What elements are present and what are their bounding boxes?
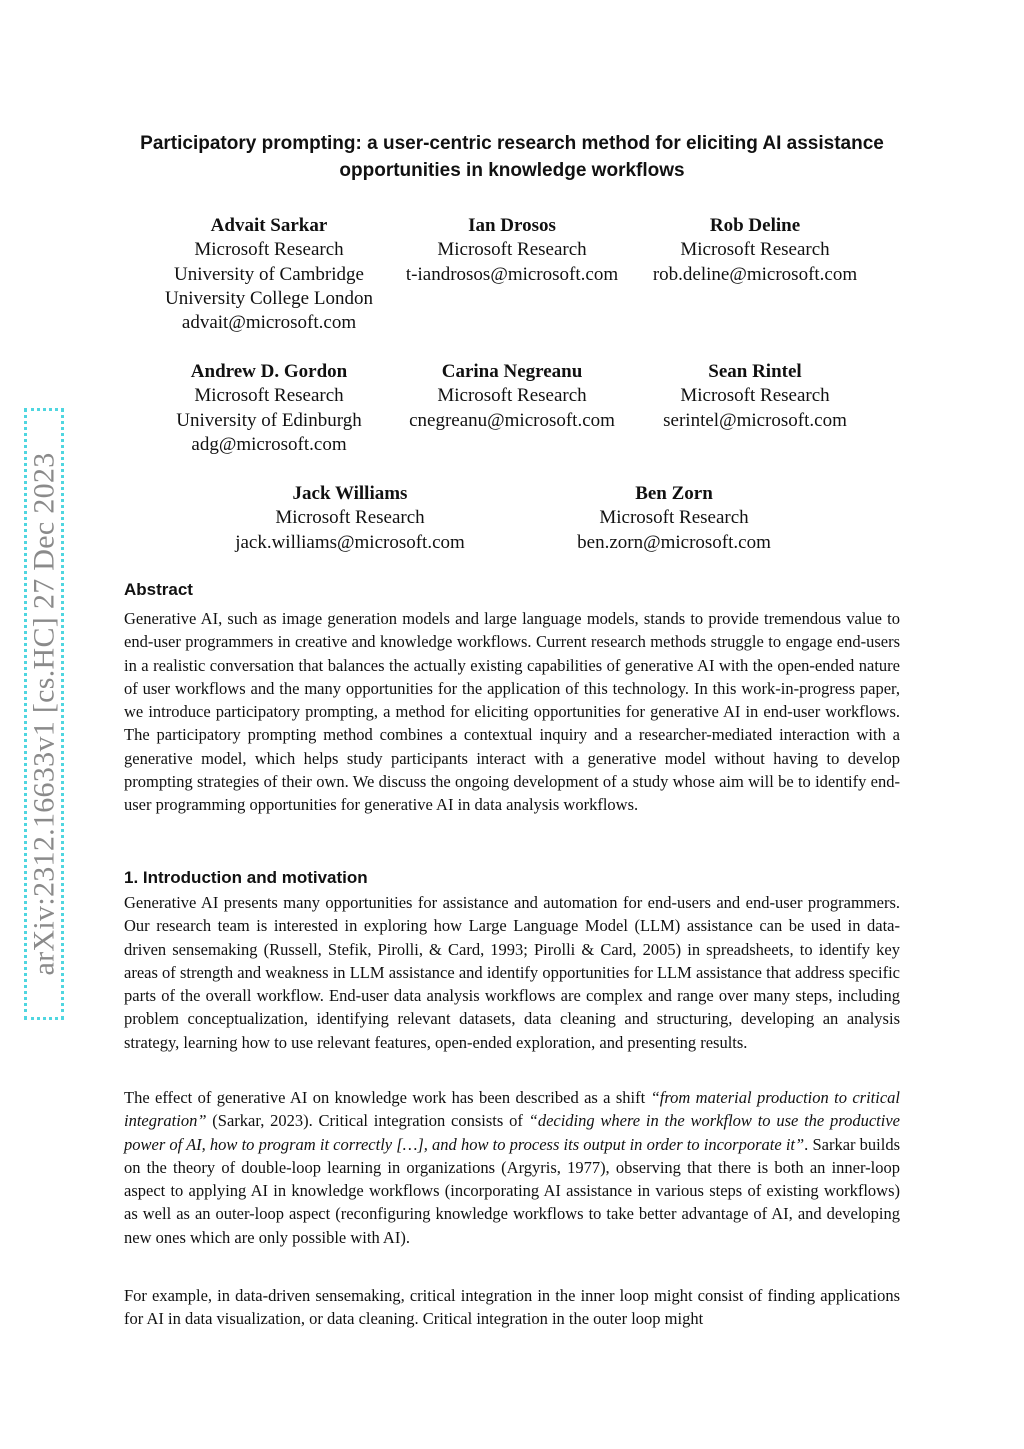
- author-affiliation: Microsoft Research: [194, 385, 344, 407]
- intro-heading: 1. Introduction and motivation: [124, 868, 368, 887]
- author-affiliation: Microsoft Research: [275, 507, 425, 529]
- author-block: [653, 214, 857, 287]
- author-block: [165, 214, 373, 335]
- author-email: ben.zorn@microsoft.com: [577, 531, 771, 553]
- abstract-heading: Abstract: [124, 580, 193, 599]
- author-block: [235, 482, 465, 555]
- author-block: [663, 360, 847, 433]
- author-affiliation: University of Edinburgh: [176, 409, 362, 431]
- author-affiliation: University College London: [165, 287, 373, 309]
- author-affiliation: Microsoft Research: [680, 385, 830, 407]
- intro-p2-quote: “deciding where in the workflow to use the productive power of AI, how to program it correctly […], and how to process its output in order to incorporate it”: [124, 1111, 900, 1154]
- arxiv-identifier-text: arXiv:2312.16633v1 [cs.HC] 27 Dec 2023: [27, 452, 61, 976]
- author-block: [406, 214, 618, 287]
- author-email: advait@microsoft.com: [181, 312, 357, 334]
- arxiv-identifier-stamp: [24, 408, 64, 1020]
- intro-paragraph-1: Generative AI presents many opportunities for assistance and automation for end-users and end-user programmers. Our research team is interested in exploring how Large Language Model (LLM) assistance can be used in data-driven sensemaking (Russell, Stefik, Pirolli, & Card, 1993; Pirolli & Card, 2005) in spreadsheets, to identify key areas of strength and weakness in LLM assistance and identify opportunities for LLM assistance that address specific parts of the overall workflow. End-user data analysis workflows are complex and range over many steps, including problem conceptualization, identifying relevant datasets, data cleaning and structuring, developing an analysis strategy, learning how to use relevant features, open-ended exploration, and presenting results.: [124, 893, 900, 1052]
- author-name: Jack Williams: [292, 483, 408, 504]
- author-name: Advait Sarkar: [210, 215, 328, 236]
- intro-p2-text: (Sarkar, 2023). Critical integration consists of: [206, 1111, 529, 1131]
- author-affiliation: Microsoft Research: [599, 507, 749, 529]
- paper-title: Participatory prompting: a user-centric research method for eliciting AI assistance opportunities in knowledge workflows: [140, 133, 884, 181]
- author-name: Sean Rintel: [708, 361, 802, 382]
- intro-p2-text: The effect of generative AI on knowledge work has been described as a shift: [124, 1088, 651, 1107]
- author-email: cnegreanu@microsoft.com: [409, 409, 615, 431]
- intro-paragraph-3: For example, in data-driven sensemaking, critical integration in the inner loop might consist of finding applications for AI in data visualization, or data cleaning. Critical integration in the outer loop might: [124, 1286, 900, 1329]
- author-email: jack.williams@microsoft.com: [235, 531, 465, 553]
- author-affiliation: University of Cambridge: [174, 263, 364, 285]
- author-email: rob.deline@microsoft.com: [652, 263, 858, 285]
- author-email: adg@microsoft.com: [191, 433, 347, 455]
- author-name: Carina Negreanu: [441, 361, 583, 382]
- intro-paragraph-2: [124, 1086, 900, 1249]
- author-name: Rob Deline: [709, 215, 801, 236]
- author-block: [409, 360, 615, 433]
- author-email: t-iandrosos@microsoft.com: [405, 263, 619, 285]
- abstract-text: Generative AI, such as image generation models and large language models, stands to provide tremendous value to end-user programmers in creative and knowledge workflows. Current research methods struggle to engage end-users in a realistic conversation that balances the actually existing capabilities of generative AI with the open-ended nature of user workflows and the many opportunities for the application of this technology. In this work-in-progress paper, we introduce participatory prompting, a method for eliciting opportunities for generative AI in end-user workflows. The participatory prompting method combines a contextual inquiry and a researcher-mediated interaction with a generative model, which helps study participants interact with a generative model without having to develop prompting strategies of their own. We discuss the ongoing development of a study whose aim will be to identify end-user programming opportunities for generative AI in data analysis workflows.: [124, 609, 900, 815]
- intro-p2-text: . Sarkar builds on the theory of double-loop learning in organizations (Argyris, 1977), observing that there is both an inner-loop aspect to applying AI in knowledge workflows (incorporating AI assistance in various steps of existing workflows) as well as an outer-loop aspect (reconfiguring knowledge workflows to take better advantage of AI, and developing new ones which are only possible with AI).: [124, 1134, 900, 1247]
- author-name: Ian Drosos: [468, 215, 556, 236]
- author-email: serintel@microsoft.com: [663, 409, 847, 431]
- author-block: [577, 482, 771, 555]
- author-affiliation: Microsoft Research: [437, 239, 587, 261]
- author-block: [176, 360, 361, 457]
- author-affiliation: Microsoft Research: [437, 385, 587, 407]
- author-name: Ben Zorn: [635, 483, 713, 504]
- author-name: Andrew D. Gordon: [190, 361, 348, 382]
- author-affiliation: Microsoft Research: [680, 239, 830, 261]
- author-affiliation: Microsoft Research: [194, 239, 344, 261]
- intro-p2-quote: “from material production to critical integration”: [124, 1088, 900, 1131]
